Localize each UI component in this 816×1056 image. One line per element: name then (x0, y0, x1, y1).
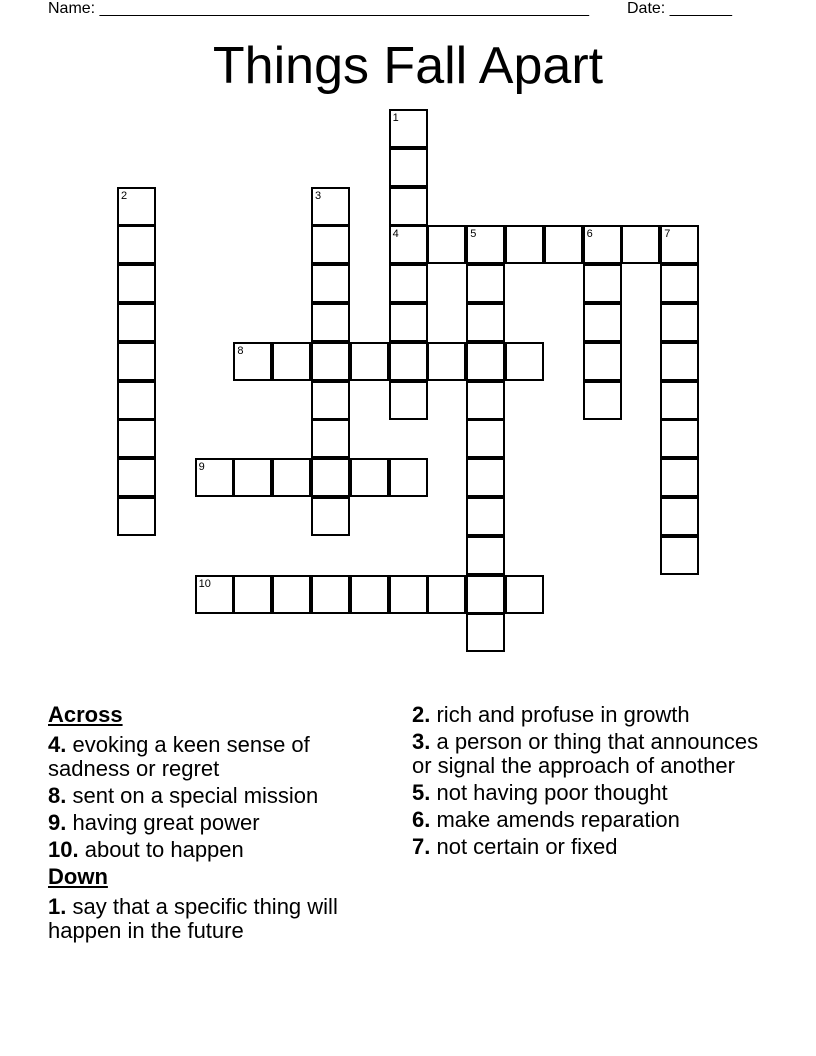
crossword-cell[interactable] (466, 419, 505, 458)
crossword-cell[interactable] (660, 303, 699, 342)
clue-text: having great power (72, 810, 260, 835)
crossword-cell[interactable] (272, 342, 311, 381)
crossword-cell[interactable] (427, 342, 466, 381)
clue-number: 1. (48, 894, 67, 919)
crossword-cell[interactable] (311, 342, 350, 381)
crossword-cell[interactable] (117, 342, 156, 381)
crossword-cell[interactable] (311, 381, 350, 420)
crossword-cell[interactable] (117, 419, 156, 458)
clue-number: 9. (48, 810, 67, 835)
clue-text: not having poor thought (436, 780, 668, 805)
crossword-cell[interactable] (117, 458, 156, 497)
crossword-cell[interactable] (505, 225, 544, 264)
down-heading: Down (48, 864, 108, 889)
crossword-cell[interactable] (389, 187, 428, 226)
cell-number: 9 (198, 461, 205, 474)
clue-down-1 (48, 895, 388, 943)
clue-across-10 (48, 838, 388, 862)
crossword-cell[interactable] (311, 225, 350, 264)
cell-number: 10 (198, 577, 211, 590)
crossword-cell[interactable] (466, 225, 505, 264)
crossword-cell[interactable] (427, 575, 466, 614)
crossword-cell[interactable] (660, 536, 699, 575)
crossword-cell[interactable] (583, 342, 622, 381)
crossword-cell[interactable] (466, 536, 505, 575)
clue-across-9 (48, 811, 388, 835)
crossword-cell[interactable] (350, 458, 389, 497)
clue-number: 7. (412, 834, 431, 859)
crossword-cell[interactable] (117, 187, 156, 226)
cell-number: 7 (664, 228, 671, 241)
crossword-cell[interactable] (544, 225, 583, 264)
crossword-cell[interactable] (311, 458, 350, 497)
across-heading: Across (48, 702, 123, 727)
crossword-cell[interactable] (389, 148, 428, 187)
clues-column-left (48, 703, 388, 946)
crossword-cell[interactable] (117, 497, 156, 536)
crossword-cell[interactable] (660, 342, 699, 381)
crossword-cell[interactable] (660, 419, 699, 458)
crossword-cell[interactable] (621, 225, 660, 264)
clue-number: 10. (48, 837, 79, 862)
crossword-cell[interactable] (466, 381, 505, 420)
crossword-cell[interactable] (466, 613, 505, 652)
crossword-cell[interactable] (583, 303, 622, 342)
page-title: Things Fall Apart (212, 37, 604, 95)
crossword-cell[interactable] (389, 458, 428, 497)
clue-across-4 (48, 733, 388, 781)
crossword-cell[interactable] (389, 303, 428, 342)
crossword-cell[interactable] (660, 225, 699, 264)
crossword-cell[interactable] (311, 419, 350, 458)
crossword-cell[interactable] (311, 264, 350, 303)
clue-number: 8. (48, 783, 67, 808)
crossword-cell[interactable] (466, 303, 505, 342)
crossword-cell[interactable] (350, 575, 389, 614)
crossword-cell[interactable] (466, 575, 505, 614)
crossword-cell[interactable] (505, 342, 544, 381)
crossword-cell[interactable] (117, 381, 156, 420)
crossword-cell[interactable] (117, 303, 156, 342)
crossword-cell[interactable] (272, 458, 311, 497)
cell-number: 3 (315, 189, 322, 202)
crossword-cell[interactable] (505, 575, 544, 614)
date-field-label: Date: _______ (627, 0, 732, 17)
crossword-cell[interactable] (233, 342, 272, 381)
crossword-cell[interactable] (311, 187, 350, 226)
clue-number: 3. (412, 729, 431, 754)
clue-across-8 (48, 784, 388, 808)
clues-column-right (412, 703, 772, 862)
crossword-cell[interactable] (311, 303, 350, 342)
clue-number: 4. (48, 732, 67, 757)
crossword-cell[interactable] (311, 575, 350, 614)
clue-text: evoking a keen sense of sadness or regret (48, 732, 310, 781)
cell-number: 6 (586, 228, 593, 241)
crossword-cell[interactable] (660, 458, 699, 497)
clue-number: 2. (412, 702, 431, 727)
clue-down-5 (412, 781, 772, 805)
crossword-cell[interactable] (195, 575, 234, 614)
cell-number: 5 (470, 228, 477, 241)
crossword-cell[interactable] (389, 381, 428, 420)
crossword-cell[interactable] (583, 264, 622, 303)
crossword-cell[interactable] (660, 264, 699, 303)
crossword-cell[interactable] (583, 225, 622, 264)
crossword-cell[interactable] (117, 264, 156, 303)
crossword-cell[interactable] (233, 575, 272, 614)
crossword-cell[interactable] (660, 381, 699, 420)
crossword-cell[interactable] (466, 264, 505, 303)
crossword-cell[interactable] (389, 342, 428, 381)
cell-number: 2 (121, 189, 128, 202)
clue-text: about to happen (84, 837, 244, 862)
crossword-cell[interactable] (389, 225, 428, 264)
clue-number: 5. (412, 780, 431, 805)
clue-text: make amends reparation (436, 807, 680, 832)
cell-number: 8 (237, 344, 244, 357)
crossword-cell[interactable] (272, 575, 311, 614)
clue-text: not certain or fixed (436, 834, 618, 859)
crossword-cell[interactable] (389, 575, 428, 614)
clue-down-2 (412, 703, 772, 727)
clue-number: 6. (412, 807, 431, 832)
crossword-cell[interactable] (466, 458, 505, 497)
crossword-cell[interactable] (233, 458, 272, 497)
crossword-cell[interactable] (311, 497, 350, 536)
crossword-cell[interactable] (466, 497, 505, 536)
clue-text: sent on a special mission (72, 783, 319, 808)
crossword-cell[interactable] (427, 225, 466, 264)
clue-down-6 (412, 808, 772, 832)
cell-number: 1 (392, 112, 399, 124)
clue-text: say that a specific thing will happen in the future (48, 894, 338, 943)
clue-down-7 (412, 835, 772, 859)
crossword-cell[interactable] (583, 381, 622, 420)
crossword-cell[interactable] (350, 342, 389, 381)
clue-text: rich and profuse in growth (436, 702, 690, 727)
crossword-cell[interactable] (389, 264, 428, 303)
crossword-cell[interactable] (660, 497, 699, 536)
clue-down-3 (412, 730, 772, 778)
crossword-cell[interactable] (117, 225, 156, 264)
cell-number: 4 (392, 228, 399, 241)
clue-text: a person or thing that announces or signal the approach of another (412, 729, 759, 778)
crossword-cell[interactable] (466, 342, 505, 381)
crossword-cell[interactable] (389, 109, 428, 148)
crossword-cell[interactable] (195, 458, 234, 497)
name-field-label: Name: _______________________________________________________ (48, 0, 589, 17)
